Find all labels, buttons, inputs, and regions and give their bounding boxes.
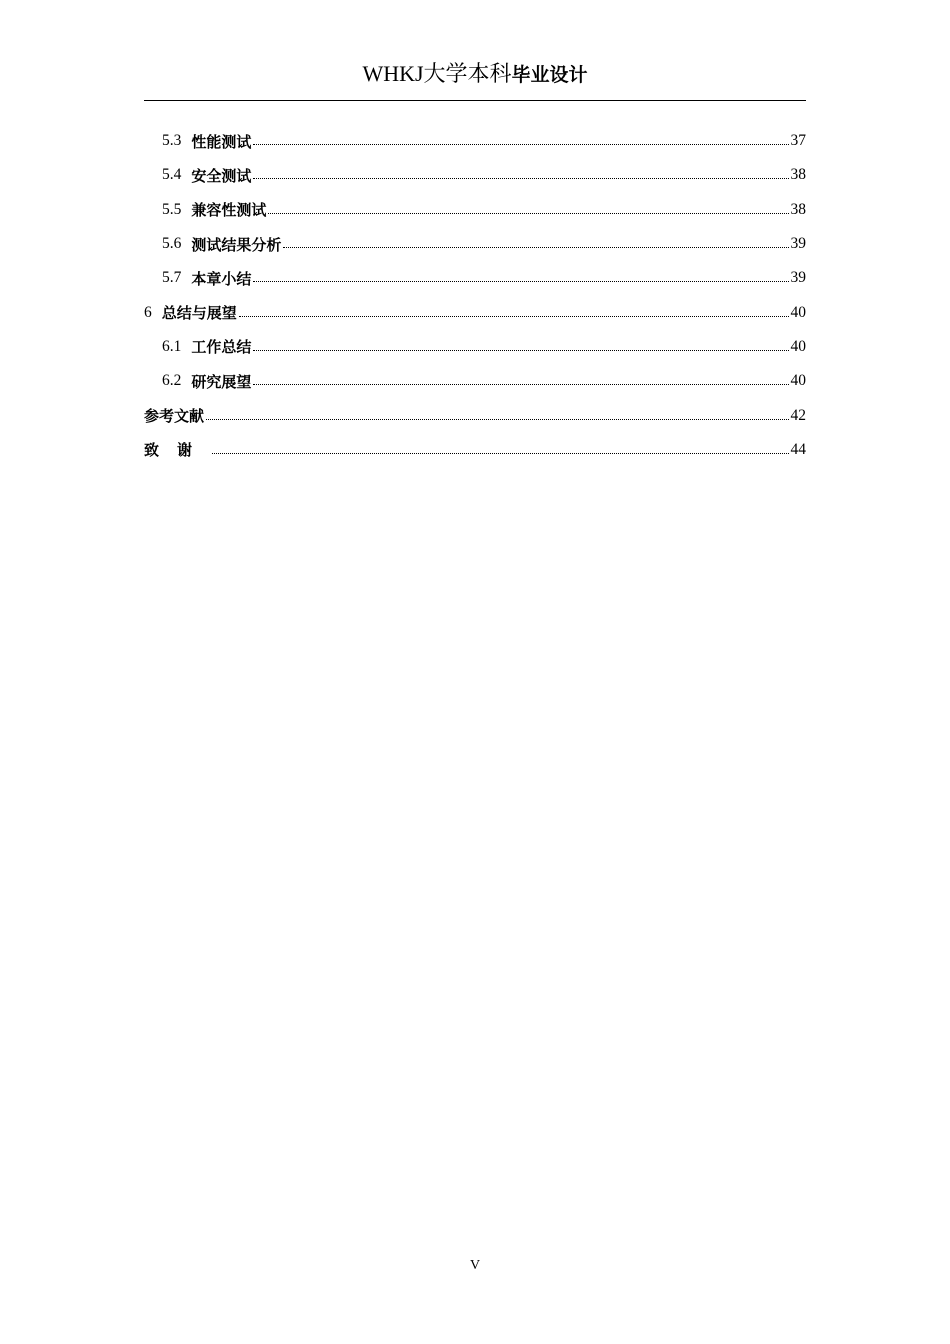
toc-dot-leader bbox=[253, 143, 788, 145]
toc-entry-title: 总结与展望 bbox=[161, 304, 237, 323]
toc-entry-5-4[interactable] bbox=[144, 158, 806, 192]
header-title-design: 毕业设计 bbox=[511, 64, 588, 86]
toc-entry-6-2[interactable] bbox=[144, 364, 806, 398]
toc-entry-title: 测试结果分析 bbox=[191, 235, 282, 254]
toc-entry-page: 39 bbox=[790, 269, 806, 287]
toc-entry-page: 38 bbox=[790, 166, 806, 184]
toc-entry-title: 参考文献 bbox=[144, 407, 205, 426]
toc-dot-leader bbox=[253, 383, 788, 385]
header-title bbox=[144, 60, 806, 89]
toc-dot-leader bbox=[253, 349, 788, 351]
toc-entry-6[interactable] bbox=[144, 295, 806, 329]
page-header bbox=[144, 60, 806, 101]
toc-dot-leader bbox=[212, 452, 788, 454]
toc-entry-acknowledgements[interactable] bbox=[144, 433, 806, 467]
toc-entry-5-5[interactable] bbox=[144, 193, 806, 227]
toc-entry-page: 44 bbox=[790, 440, 806, 458]
toc-entry-title: 工作总结 bbox=[191, 338, 252, 357]
toc-entry-number: 5.5 bbox=[162, 200, 182, 218]
toc-dot-leader bbox=[239, 315, 789, 317]
toc-entry-title: 致谢 bbox=[144, 441, 211, 460]
toc-entry-page: 39 bbox=[790, 235, 806, 253]
header-title-university: WHKJ大学本科 bbox=[362, 61, 512, 86]
toc-entry-page: 37 bbox=[790, 132, 806, 150]
toc-dot-leader bbox=[268, 212, 788, 214]
toc-dot-leader bbox=[253, 177, 788, 179]
toc-entry-title: 安全测试 bbox=[191, 166, 252, 185]
toc-entry-number: 5.4 bbox=[162, 166, 182, 184]
toc-entry-number: 5.7 bbox=[162, 269, 182, 287]
toc-entry-5-3[interactable] bbox=[144, 124, 806, 158]
toc-entry-6-1[interactable] bbox=[144, 330, 806, 364]
toc-entry-title: 本章小结 bbox=[191, 269, 252, 288]
toc-entry-5-7[interactable] bbox=[144, 261, 806, 295]
toc-entry-references[interactable] bbox=[144, 398, 806, 432]
toc-entry-number: 5.3 bbox=[162, 132, 182, 150]
toc-entry-page: 38 bbox=[790, 200, 806, 218]
toc-dot-leader bbox=[253, 280, 788, 282]
toc-entry-number: 6 bbox=[144, 303, 152, 321]
toc-dot-leader bbox=[206, 418, 788, 420]
toc-entry-page: 40 bbox=[790, 337, 806, 355]
toc-entry-number: 6.2 bbox=[162, 372, 182, 390]
toc-entry-5-6[interactable] bbox=[144, 227, 806, 261]
toc-entry-title: 研究展望 bbox=[191, 372, 252, 391]
toc-entry-page: 42 bbox=[790, 406, 806, 424]
toc-entry-number: 6.1 bbox=[162, 337, 182, 355]
toc-entry-number: 5.6 bbox=[162, 235, 182, 253]
toc-dot-leader bbox=[283, 246, 788, 248]
toc-entry-page: 40 bbox=[790, 303, 806, 321]
toc-entry-title: 性能测试 bbox=[191, 132, 252, 151]
toc-entry-title: 兼容性测试 bbox=[191, 201, 267, 220]
page-number: V bbox=[469, 1258, 481, 1273]
toc-entry-page: 40 bbox=[790, 372, 806, 390]
table-of-contents bbox=[144, 124, 806, 467]
